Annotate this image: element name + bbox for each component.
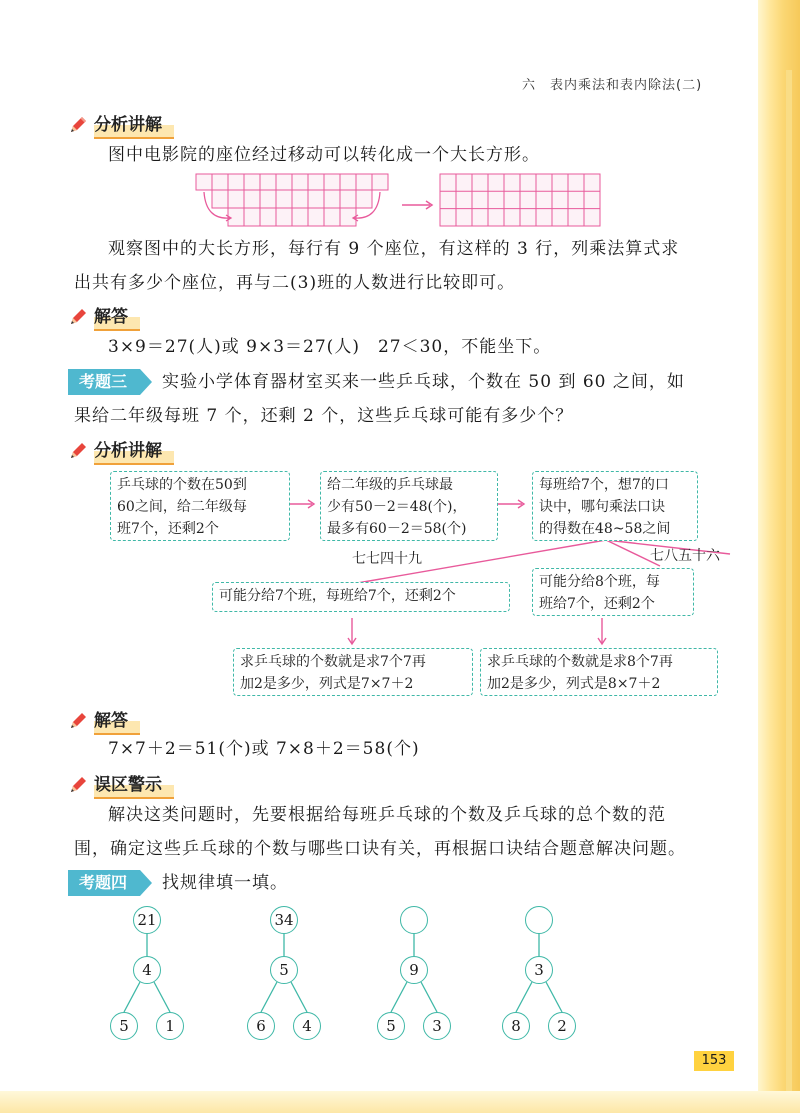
pencil-icon xyxy=(68,115,88,135)
pencil-icon xyxy=(68,307,88,327)
section-heading-analysis xyxy=(68,110,174,139)
running-header: 六 表内乘法和表内除法(二) xyxy=(522,78,703,93)
page-bottom-decoration xyxy=(0,1091,800,1113)
flow-box-8-classes: 可能分给8个班，每 班给7个，还剩2个 xyxy=(532,568,694,616)
problem-text-line: 果给二年级每班 7 个，还剩 2 个，这些乒乓球可能有多少个？ xyxy=(74,406,574,426)
tree-node-right: 4 xyxy=(293,1012,321,1040)
analysis-text-line: 图中电影院的座位经过移动可以转化成一个大长方形。 xyxy=(108,145,540,165)
tree-node-right: 1 xyxy=(156,1012,184,1040)
flow-box-range: 给二年级的乒乓球最 少有50－2＝48(个)， 最多有60－2＝58(个) xyxy=(320,471,498,541)
flow-box-multiplication-rhyme: 每班给7个，想7的口 诀中，哪句乘法口诀 的得数在48~58之间 xyxy=(532,471,698,541)
tree-node-middle: 3 xyxy=(525,956,553,984)
tree-node-top: 34 xyxy=(270,906,298,934)
rhyme-label-7x8: 七八五十六 xyxy=(650,548,720,564)
answer-text: 7×7＋2＝51(个)或 7×8＋2＝58(个) xyxy=(108,739,420,759)
section-heading-answer xyxy=(68,706,140,735)
tree-node-left: 5 xyxy=(110,1012,138,1040)
tree-node-middle: 4 xyxy=(133,956,161,984)
section-title: 误区警示 xyxy=(94,770,174,799)
tree-node-top-blank[interactable] xyxy=(400,906,428,934)
flow-box-7-classes: 可能分给7个班，每班给7个，还剩2个 xyxy=(212,582,510,612)
problem-text: 找规律填一填。 xyxy=(162,873,288,893)
analysis-paragraph-line: 出共有多少个座位，再与二(3)班的人数进行比较即可。 xyxy=(74,273,516,293)
page-edge-line xyxy=(786,70,792,1110)
section-heading-analysis xyxy=(68,436,174,465)
section-heading-answer xyxy=(68,302,140,331)
seat-diagram xyxy=(190,170,610,230)
page-number: 153 xyxy=(694,1051,734,1071)
tree-node-top: 21 xyxy=(133,906,161,934)
page-edge-decoration xyxy=(758,0,800,1113)
problem-text-line: 实验小学体育器材室买来一些乒乓球，个数在 50 到 60 之间，如 xyxy=(162,372,685,392)
flow-box-given: 乒乓球的个数在50到 60之间，给二年级每 班7个，还剩2个 xyxy=(110,471,290,541)
section-title: 分析讲解 xyxy=(94,436,174,465)
tree-node-right: 3 xyxy=(423,1012,451,1040)
tree-node-right: 2 xyxy=(548,1012,576,1040)
tree-node-middle: 5 xyxy=(270,956,298,984)
tree-node-left: 6 xyxy=(247,1012,275,1040)
tree-node-top-blank[interactable] xyxy=(525,906,553,934)
cinema-seats-rectangle xyxy=(440,174,600,226)
arrow-right-icon xyxy=(402,201,432,209)
section-title: 解答 xyxy=(94,302,140,331)
section-title: 分析讲解 xyxy=(94,110,174,139)
pencil-icon xyxy=(68,775,88,795)
pencil-icon xyxy=(68,441,88,461)
section-title: 解答 xyxy=(94,706,140,735)
warning-text-line: 围，确定这些乒乓球的个数与哪些口诀有关，再根据口诀结合题意解决问题。 xyxy=(74,839,686,859)
analysis-paragraph-line: 观察图中的大长方形，每行有 9 个座位，有这样的 3 行，列乘法算式求 xyxy=(108,239,680,259)
problem-badge xyxy=(68,870,154,896)
problem-badge-label: 考题三 xyxy=(78,372,127,391)
flow-box-formula-8x7: 求乒乓球的个数就是求8个7再 加2是多少，列式是8×7＋2 xyxy=(480,648,718,696)
section-heading-warning xyxy=(68,770,174,799)
problem-badge-label: 考题四 xyxy=(78,873,127,892)
warning-text-line: 解决这类问题时，先要根据给每班乒乓球的个数及乒乓球的总个数的范 xyxy=(108,805,666,825)
flow-box-formula-7x7: 求乒乓球的个数就是求7个7再 加2是多少，列式是7×7＋2 xyxy=(233,648,473,696)
pencil-icon xyxy=(68,711,88,731)
tree-node-left: 8 xyxy=(502,1012,530,1040)
tree-node-middle: 9 xyxy=(400,956,428,984)
problem-badge xyxy=(68,369,154,395)
answer-text: 3×9＝27(人)或 9×3＝27(人) 27＜30，不能坐下。 xyxy=(108,337,552,357)
rhyme-label-7x7: 七七四十九 xyxy=(352,551,422,567)
tree-node-left: 5 xyxy=(377,1012,405,1040)
